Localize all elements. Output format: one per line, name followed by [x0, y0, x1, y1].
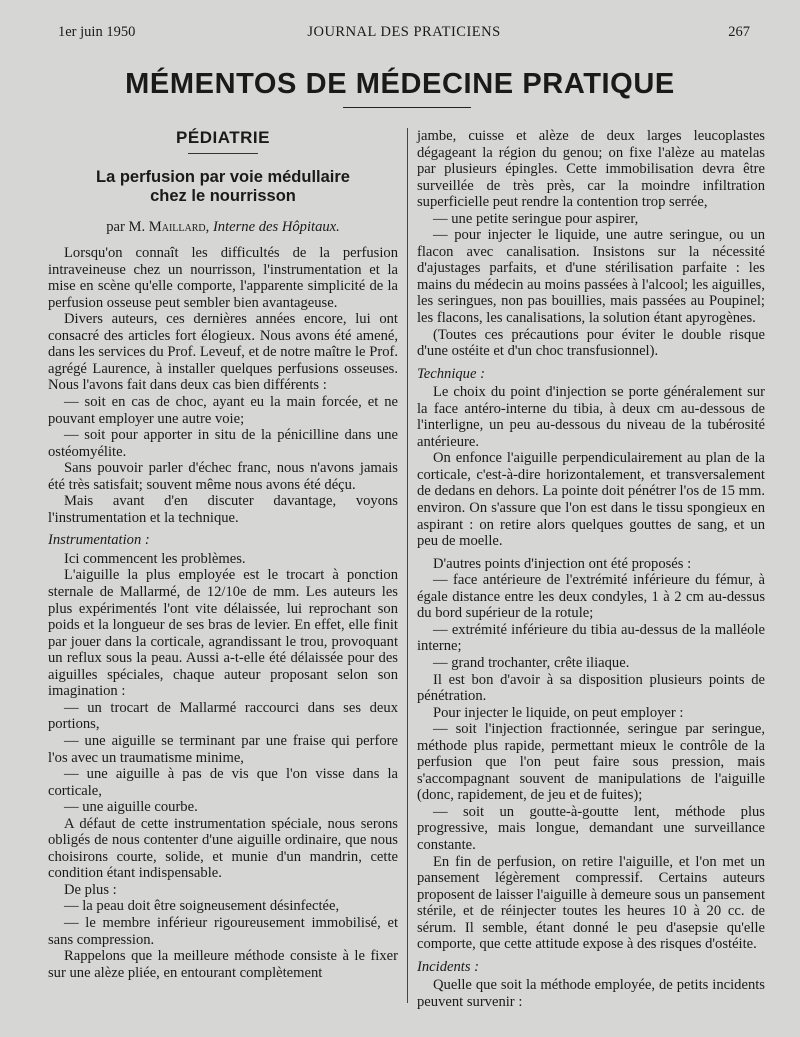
paragraph: — soit un goutte-à-goutte lent, méthode plus progressive, mais longue, demandant une surveillance constante. — [417, 803, 765, 853]
paragraph: De plus : — [64, 881, 117, 898]
paragraph: — soit en cas de choc, ayant eu la main forcée, et ne pouvant employer une autre voie; — [48, 394, 398, 427]
paragraph: — un trocart de Mallarmé raccourci dans ses deux portions, — [48, 699, 398, 733]
running-header — [58, 24, 750, 44]
paragraph: Mais avant d'en discuter davantage, voyons l'instrumentation et la technique. — [48, 493, 398, 526]
paragraph: Lorsqu'on connaît les difficultés de la perfusion intraveineuse chez un nourrisson, l'instrumentation et la mise en scène qu'elle comporte, l'apparente simplicité de la perfusion osseuse peut sembler bien avantageuse. — [48, 245, 398, 311]
paragraph: Quelle que soit la méthode employée, de petits incidents peuvent survenir : — [417, 977, 765, 1010]
paragraph: Il est bon d'avoir à sa disposition plusieurs points de pénétration. — [417, 671, 765, 705]
article-title — [48, 168, 398, 206]
paragraph: — une aiguille se terminant par une fraise qui perfore l'os avec un traumatisme minime, — [48, 732, 398, 766]
section-title: PÉDIATRIE — [176, 128, 270, 147]
paragraph: On enfonce l'aiguille perpendiculairement au plan de la corticale, c'est-à-dire horizontalement, et transversalement de dedans en dehors. La pointe doit pénétrer l'os de 15 mm. environ. On s'assure que l'on est dans le tissu spongieux en aspirant : on retire alors quelques gouttes de sang, et un peu de moelle. — [417, 450, 765, 550]
page-number: 267 — [728, 24, 750, 40]
byline — [48, 219, 398, 236]
paragraph: — grand trochanter, crête iliaque. — [433, 654, 630, 671]
paragraph: A défaut de cette instrumentation spéciale, nous serons obligés de nous contenter d'une aiguille ordinaire, que nous choisirons courte, solide, et munie d'un mandrin, cette condition étant indispensable. — [48, 815, 398, 882]
paragraph: — soit l'injection fractionnée, seringue par seringue, méthode plus rapide, permettant mieux le contrôle de la perfusion que l'on peut faire sous pression, mais s'accompagnant souvent de manipulations de l'aiguille (donc, rapidement, de jeu et de fuites); — [417, 721, 765, 804]
paragraph: Rappelons que la meilleure méthode consiste à le fixer sur une alèze pliée, en entourant complètement — [48, 948, 398, 981]
journal-name: JOURNAL DES PRATICIENS — [307, 24, 501, 40]
paragraph: (Toutes ces précautions pour éviter le double risque d'une ostéite et d'un choc transfusionnel). — [417, 326, 765, 360]
paragraph: Ici commencent les problèmes. — [64, 550, 246, 567]
section-rule — [188, 153, 258, 154]
paragraph: — le membre inférieur rigoureusement immobilisé, et sans compression. — [48, 914, 398, 948]
paragraph: jambe, cuisse et alèze de deux larges leucoplastes dégageant la région du genou; on fixe l'alèze au matelas par plusieurs épingles. Cette immobilisation devra être surveillée de très près, car la moindre infiltration superficielle peut rendre la contention trop serrée, — [417, 128, 765, 211]
paragraph: — face antérieure de l'extrémité inférieure du fémur, à égale distance entre les deux condyles, 1 à 2 cm au-dessus du bord supérieur de la rotule; — [417, 572, 765, 622]
article-title-line1: La perfusion par voie médullaire — [96, 167, 350, 186]
page-title: MÉMENTOS DE MÉDECINE PRATIQUE — [125, 68, 675, 100]
paragraph: Sans pouvoir parler d'échec franc, nous n'avons jamais été très satisfait; souvent même nous avons été déçu. — [48, 460, 398, 493]
left-column — [48, 128, 398, 981]
subheading-technique: Technique : — [417, 365, 485, 382]
article-title-line2: chez le nourrisson — [150, 186, 296, 205]
right-column — [417, 128, 765, 1010]
paragraph: — soit pour apporter in situ de la pénicilline dans une ostéomyélite. — [48, 427, 398, 460]
column-divider — [407, 128, 408, 1003]
paragraph: D'autres points d'injection ont été proposés : — [433, 555, 692, 572]
paragraph: — extrémité inférieure du tibia au-dessus de la malléole interne; — [417, 621, 765, 655]
paragraph: — une aiguille à pas de vis que l'on visse dans la corticale, — [48, 766, 398, 799]
byline-prefix: par M. — [106, 218, 146, 235]
issue-date: 1er juin 1950 — [58, 24, 136, 40]
subheading-instrumentation: Instrumentation : — [48, 532, 150, 549]
paragraph: Le choix du point d'injection se porte généralement sur la face antéro-interne du tibia, à deux cm au-dessous de l'interligne, un peu au-dessous du niveau de la tubérosité antérieure. — [417, 384, 765, 450]
byline-author: Maillard, — [148, 218, 210, 235]
paragraph: — une petite seringue pour aspirer, — [433, 210, 639, 227]
paragraph: L'aiguille la plus employée est le trocart à ponction sternale de Mallarmé, de 12/10e de mm. Les auteurs les plus expérimentés l'ont vite délaissée, lui reprochant son poids et la longueur de ses bras de levier. En effet, elle finit par jouer dans la corticale, agrandissant le trou, provoquant un reflux sous la peau. Aussi a-t-elle été délaissée pour des aiguilles spéciales, chaque auteur proposant selon son imagination : — [48, 567, 398, 700]
byline-role: Interne des Hôpitaux. — [212, 218, 340, 235]
title-rule — [343, 107, 471, 108]
paragraph: — pour injecter le liquide, une autre seringue, ou un flacon avec canalisation. Insistons sur la nécessité d'ajustages parfaits, et d'une stérilisation parfaite : les mains du médecin au moins passées à l'alcool; les aiguilles, les seringues, non pas bouillies, mais passées au Poupinel; les flacons, les canalisations, la solution étant apyrogènes. — [417, 227, 765, 327]
subheading-incidents: Incidents : — [417, 958, 480, 975]
paragraph: Divers auteurs, ces dernières années encore, lui ont consacré des articles fort élogieux. Nous avons été amené, dans les services du Prof. Leveuf, et de notre maître le Prof. agrégé Laurence, à installer quelques perfusions osseuses. Nous l'avons fait dans deux cas bien différents : — [48, 311, 398, 394]
paragraph: En fin de perfusion, on retire l'aiguille, et l'on met un pansement légèrement compressif. Certains auteurs proposent de laisser l'aiguille à demeure sous un pansement stérile, et de réinjecter toutes les heures 10 à 20 cc. de sérum. Il semble, étant donné le peu d'asepsie qu'elle comporte, que cette attitude expose à des risques d'ostéite. — [417, 853, 765, 953]
paragraph: — une aiguille courbe. — [64, 799, 198, 816]
paragraph: — la peau doit être soigneusement désinfectée, — [64, 898, 340, 915]
paragraph: Pour injecter le liquide, on peut employer : — [433, 704, 684, 721]
